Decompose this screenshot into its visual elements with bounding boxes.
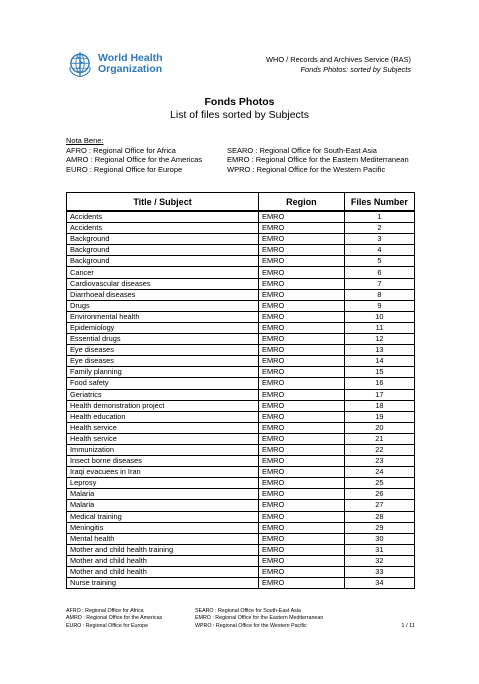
cell-files-number: 9 bbox=[344, 300, 414, 311]
cell-title: Nurse training bbox=[67, 578, 259, 589]
cell-region: EMRO bbox=[259, 400, 345, 411]
cell-title: Drugs bbox=[67, 300, 259, 311]
cell-files-number: 17 bbox=[344, 389, 414, 400]
logo-line-1: World Health bbox=[98, 52, 163, 64]
table-row bbox=[67, 456, 415, 467]
cell-title: Background bbox=[67, 245, 259, 256]
who-logo bbox=[66, 50, 163, 78]
cell-title: Accidents bbox=[67, 211, 259, 223]
cell-title: Food safety bbox=[67, 378, 259, 389]
cell-files-number: 24 bbox=[344, 467, 414, 478]
cell-title: Mother and child health bbox=[67, 555, 259, 566]
cell-title: Health demonstration project bbox=[67, 400, 259, 411]
cell-files-number: 22 bbox=[344, 444, 414, 455]
cell-files-number: 20 bbox=[344, 422, 414, 433]
table-row bbox=[67, 322, 415, 333]
table-body bbox=[67, 211, 415, 589]
cell-title: Health education bbox=[67, 411, 259, 422]
cell-region: EMRO bbox=[259, 478, 345, 489]
table-row bbox=[67, 433, 415, 444]
cell-title: Leprosy bbox=[67, 478, 259, 489]
table-row bbox=[67, 522, 415, 533]
cell-title: Environmental health bbox=[67, 311, 259, 322]
table-row bbox=[67, 489, 415, 500]
table-row bbox=[67, 544, 415, 555]
cell-region: EMRO bbox=[259, 211, 345, 223]
table-row bbox=[67, 567, 415, 578]
table-row bbox=[67, 555, 415, 566]
cell-region: EMRO bbox=[259, 511, 345, 522]
who-emblem-icon bbox=[66, 50, 94, 78]
column-title-subject: Title / Subject bbox=[67, 193, 259, 212]
table-row bbox=[67, 234, 415, 245]
service-name: WHO / Records and Archives Service (RAS) bbox=[266, 55, 411, 64]
cell-region: EMRO bbox=[259, 356, 345, 367]
table-row bbox=[67, 223, 415, 234]
cell-region: EMRO bbox=[259, 522, 345, 533]
cell-region: EMRO bbox=[259, 300, 345, 311]
cell-region: EMRO bbox=[259, 345, 345, 356]
cell-region: EMRO bbox=[259, 578, 345, 589]
document-title: Fonds Photos bbox=[204, 96, 275, 108]
cell-title: Family planning bbox=[67, 367, 259, 378]
page-number: 1 / 11 bbox=[401, 622, 415, 629]
cell-title: Eye diseases bbox=[67, 345, 259, 356]
cell-title: Mother and child health bbox=[67, 567, 259, 578]
table-row bbox=[67, 267, 415, 278]
cell-files-number: 13 bbox=[344, 345, 414, 356]
table-row bbox=[67, 422, 415, 433]
footer-right-1: EMRO : Regional Office for the Eastern Mediterranean bbox=[195, 615, 324, 622]
cell-files-number: 1 bbox=[344, 211, 414, 223]
header-info bbox=[266, 55, 411, 75]
cell-region: EMRO bbox=[259, 289, 345, 300]
table-row bbox=[67, 345, 415, 356]
table-row bbox=[67, 256, 415, 267]
nota-right-0: SEARO : Regional Office for South-East Asia bbox=[227, 145, 377, 155]
cell-title: Iraqi evacuees in Iran bbox=[67, 467, 259, 478]
table-row bbox=[67, 478, 415, 489]
cell-files-number: 27 bbox=[344, 500, 414, 511]
cell-region: EMRO bbox=[259, 334, 345, 345]
cell-title: Epidemiology bbox=[67, 322, 259, 333]
cell-title: Health service bbox=[67, 433, 259, 444]
cell-files-number: 28 bbox=[344, 511, 414, 522]
nota-left-2: EURO : Regional Office for Europe bbox=[66, 164, 183, 174]
cell-files-number: 21 bbox=[344, 433, 414, 444]
cell-region: EMRO bbox=[259, 223, 345, 234]
cell-files-number: 34 bbox=[344, 578, 414, 589]
cell-files-number: 31 bbox=[344, 544, 414, 555]
cell-region: EMRO bbox=[259, 544, 345, 555]
table-row bbox=[67, 289, 415, 300]
cell-region: EMRO bbox=[259, 444, 345, 455]
cell-files-number: 29 bbox=[344, 522, 414, 533]
table-row bbox=[67, 444, 415, 455]
cell-region: EMRO bbox=[259, 278, 345, 289]
nota-bene-label: Nota Bene: bbox=[66, 136, 104, 145]
logo-line-2: Organization bbox=[98, 63, 163, 75]
table-row bbox=[67, 334, 415, 345]
footer-right-0: SEARO : Regional Office for South-East Asia bbox=[195, 608, 301, 614]
nota-right-2: WPRO : Regional Office for the Western Pacific bbox=[227, 164, 386, 174]
cell-region: EMRO bbox=[259, 234, 345, 245]
table-row bbox=[67, 300, 415, 311]
cell-title: Malaria bbox=[67, 489, 259, 500]
document-subtitle: List of files sorted by Subjects bbox=[170, 109, 309, 121]
nota-left-1: AMRO : Regional Office for the Americas bbox=[66, 155, 203, 164]
cell-region: EMRO bbox=[259, 422, 345, 433]
footer-right-2: WPRO : Regional Office for the Western Pacific bbox=[195, 622, 307, 629]
nota-bene bbox=[66, 136, 427, 174]
cell-files-number: 8 bbox=[344, 289, 414, 300]
cell-region: EMRO bbox=[259, 411, 345, 422]
table-row bbox=[67, 245, 415, 256]
footer-left-0: AFRO : Regional Office for Africa bbox=[66, 608, 144, 614]
cell-region: EMRO bbox=[259, 500, 345, 511]
cell-files-number: 23 bbox=[344, 456, 414, 467]
cell-region: EMRO bbox=[259, 467, 345, 478]
cell-region: EMRO bbox=[259, 389, 345, 400]
cell-region: EMRO bbox=[259, 456, 345, 467]
cell-files-number: 10 bbox=[344, 311, 414, 322]
table-row bbox=[67, 511, 415, 522]
cell-files-number: 3 bbox=[344, 234, 414, 245]
cell-title: Medical training bbox=[67, 511, 259, 522]
cell-files-number: 6 bbox=[344, 267, 414, 278]
cell-region: EMRO bbox=[259, 433, 345, 444]
cell-title: Diarrhoeal diseases bbox=[67, 289, 259, 300]
table-row bbox=[67, 400, 415, 411]
cell-title: Background bbox=[67, 234, 259, 245]
cell-region: EMRO bbox=[259, 378, 345, 389]
cell-title: Background bbox=[67, 256, 259, 267]
header-subtitle: Fonds Photos: sorted by Subjects bbox=[300, 65, 411, 74]
table-row bbox=[67, 211, 415, 223]
cell-region: EMRO bbox=[259, 567, 345, 578]
table-row bbox=[67, 578, 415, 589]
cell-title: Health service bbox=[67, 422, 259, 433]
table-row bbox=[67, 533, 415, 544]
table-row bbox=[67, 356, 415, 367]
cell-region: EMRO bbox=[259, 489, 345, 500]
cell-files-number: 19 bbox=[344, 411, 414, 422]
column-region: Region bbox=[259, 193, 345, 212]
cell-region: EMRO bbox=[259, 533, 345, 544]
cell-title: Eye diseases bbox=[67, 356, 259, 367]
cell-title: Cardiovascular diseases bbox=[67, 278, 259, 289]
footer-left-2: EURO : Regional Office for Europe bbox=[66, 622, 149, 629]
nota-right-1: EMRO : Regional Office for the Eastern Mediterranean bbox=[227, 155, 409, 164]
cell-files-number: 25 bbox=[344, 478, 414, 489]
cell-files-number: 15 bbox=[344, 367, 414, 378]
cell-files-number: 4 bbox=[344, 245, 414, 256]
table-row bbox=[67, 500, 415, 511]
cell-files-number: 5 bbox=[344, 256, 414, 267]
cell-title: Cancer bbox=[67, 267, 259, 278]
cell-region: EMRO bbox=[259, 555, 345, 566]
table-row bbox=[67, 278, 415, 289]
cell-files-number: 14 bbox=[344, 356, 414, 367]
cell-title: Insect borne diseases bbox=[67, 456, 259, 467]
table-row bbox=[67, 311, 415, 322]
table-row bbox=[67, 467, 415, 478]
table-row bbox=[67, 367, 415, 378]
cell-files-number: 2 bbox=[344, 223, 414, 234]
cell-title: Mother and child health training bbox=[67, 544, 259, 555]
cell-title: Malaria bbox=[67, 500, 259, 511]
cell-files-number: 16 bbox=[344, 378, 414, 389]
cell-title: Accidents bbox=[67, 223, 259, 234]
cell-region: EMRO bbox=[259, 367, 345, 378]
cell-region: EMRO bbox=[259, 311, 345, 322]
column-files-number: Files Number bbox=[344, 193, 414, 212]
cell-files-number: 33 bbox=[344, 567, 414, 578]
cell-title: Essential drugs bbox=[67, 334, 259, 345]
files-table bbox=[66, 192, 415, 589]
cell-files-number: 12 bbox=[344, 334, 414, 345]
cell-title: Immunization bbox=[67, 444, 259, 455]
cell-title: Meningitis bbox=[67, 522, 259, 533]
cell-files-number: 18 bbox=[344, 400, 414, 411]
cell-files-number: 7 bbox=[344, 278, 414, 289]
cell-title: Geriatrics bbox=[67, 389, 259, 400]
table-row bbox=[67, 411, 415, 422]
table-row bbox=[67, 378, 415, 389]
table-header-row bbox=[67, 193, 415, 212]
footer bbox=[66, 608, 415, 630]
cell-region: EMRO bbox=[259, 322, 345, 333]
footer-left-1: AMRO : Regional Office for the Americas bbox=[66, 615, 163, 622]
cell-region: EMRO bbox=[259, 256, 345, 267]
cell-region: EMRO bbox=[259, 245, 345, 256]
cell-files-number: 32 bbox=[344, 555, 414, 566]
cell-region: EMRO bbox=[259, 267, 345, 278]
cell-files-number: 26 bbox=[344, 489, 414, 500]
nota-left-0: AFRO : Regional Office for Africa bbox=[66, 145, 176, 155]
table-row bbox=[67, 389, 415, 400]
cell-title: Mental health bbox=[67, 533, 259, 544]
cell-files-number: 30 bbox=[344, 533, 414, 544]
cell-files-number: 11 bbox=[344, 322, 414, 333]
